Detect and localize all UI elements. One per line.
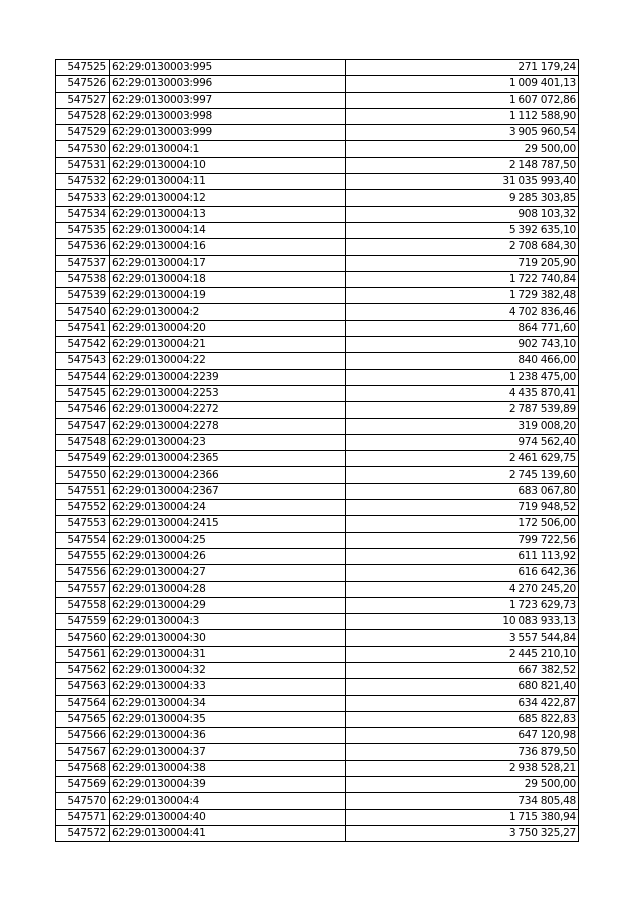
table-row [56, 662, 579, 678]
table-body [56, 60, 579, 842]
value-cell: 29 500,00 [346, 777, 579, 793]
table-row [56, 304, 579, 320]
table-row [56, 711, 579, 727]
value-cell: 4 435 870,41 [346, 385, 579, 401]
cadastral-number-cell: 62:29:0130004:29 [110, 597, 346, 613]
row-number-cell: 547566 [56, 728, 110, 744]
value-cell: 734 805,48 [346, 793, 579, 809]
cadastral-number-cell: 62:29:0130004:40 [110, 809, 346, 825]
table-row [56, 255, 579, 271]
row-number-cell: 547532 [56, 174, 110, 190]
table-row [56, 206, 579, 222]
value-cell: 2 708 684,30 [346, 239, 579, 255]
value-cell: 4 702 836,46 [346, 304, 579, 320]
table-row [56, 434, 579, 450]
cadastral-number-cell: 62:29:0130004:14 [110, 222, 346, 238]
cadastral-number-cell: 62:29:0130004:21 [110, 337, 346, 353]
table-row [56, 809, 579, 825]
cadastral-number-cell: 62:29:0130004:11 [110, 174, 346, 190]
row-number-cell: 547554 [56, 532, 110, 548]
table-row [56, 271, 579, 287]
cadastral-number-cell: 62:29:0130004:12 [110, 190, 346, 206]
value-cell: 680 821,40 [346, 679, 579, 695]
value-cell: 647 120,98 [346, 728, 579, 744]
cadastral-number-cell: 62:29:0130004:2272 [110, 402, 346, 418]
cadastral-number-cell: 62:29:0130003:997 [110, 92, 346, 108]
value-cell: 864 771,60 [346, 320, 579, 336]
value-cell: 2 148 787,50 [346, 157, 579, 173]
row-number-cell: 547553 [56, 516, 110, 532]
table-row [56, 174, 579, 190]
table-row [56, 483, 579, 499]
value-cell: 1 722 740,84 [346, 271, 579, 287]
cadastral-number-cell: 62:29:0130004:35 [110, 711, 346, 727]
table-row [56, 369, 579, 385]
cadastral-number-cell: 62:29:0130003:999 [110, 125, 346, 141]
cadastral-number-cell: 62:29:0130004:31 [110, 646, 346, 662]
cadastral-number-cell: 62:29:0130004:26 [110, 548, 346, 564]
table-row [56, 532, 579, 548]
cadastral-number-cell: 62:29:0130004:20 [110, 320, 346, 336]
table-row [56, 597, 579, 613]
cadastral-number-cell: 62:29:0130004:2253 [110, 385, 346, 401]
row-number-cell: 547541 [56, 320, 110, 336]
table-row [56, 288, 579, 304]
cadastral-number-cell: 62:29:0130004:41 [110, 825, 346, 841]
table-row [56, 744, 579, 760]
value-cell: 319 008,20 [346, 418, 579, 434]
row-number-cell: 547531 [56, 157, 110, 173]
row-number-cell: 547563 [56, 679, 110, 695]
value-cell: 1 729 382,48 [346, 288, 579, 304]
row-number-cell: 547527 [56, 92, 110, 108]
cadastral-number-cell: 62:29:0130004:36 [110, 728, 346, 744]
row-number-cell: 547526 [56, 76, 110, 92]
row-number-cell: 547567 [56, 744, 110, 760]
row-number-cell: 547557 [56, 581, 110, 597]
row-number-cell: 547564 [56, 695, 110, 711]
row-number-cell: 547551 [56, 483, 110, 499]
value-cell: 840 466,00 [346, 353, 579, 369]
value-cell: 9 285 303,85 [346, 190, 579, 206]
cadastral-number-cell: 62:29:0130004:13 [110, 206, 346, 222]
value-cell: 10 083 933,13 [346, 614, 579, 630]
cadastral-number-cell: 62:29:0130004:2 [110, 304, 346, 320]
row-number-cell: 547525 [56, 60, 110, 76]
value-cell: 683 067,80 [346, 483, 579, 499]
cadastral-number-cell: 62:29:0130004:39 [110, 777, 346, 793]
value-cell: 902 743,10 [346, 337, 579, 353]
row-number-cell: 547559 [56, 614, 110, 630]
cadastral-number-cell: 62:29:0130004:2239 [110, 369, 346, 385]
row-number-cell: 547572 [56, 825, 110, 841]
row-number-cell: 547550 [56, 467, 110, 483]
table-row [56, 337, 579, 353]
value-cell: 2 787 539,89 [346, 402, 579, 418]
row-number-cell: 547542 [56, 337, 110, 353]
row-number-cell: 547536 [56, 239, 110, 255]
table-row [56, 581, 579, 597]
cadastral-number-cell: 62:29:0130004:17 [110, 255, 346, 271]
row-number-cell: 547549 [56, 451, 110, 467]
cadastral-number-cell: 62:29:0130004:37 [110, 744, 346, 760]
row-number-cell: 547555 [56, 548, 110, 564]
table-row [56, 467, 579, 483]
value-cell: 1 112 588,90 [346, 108, 579, 124]
table-row [56, 108, 579, 124]
value-cell: 908 103,32 [346, 206, 579, 222]
table-row [56, 353, 579, 369]
cadastral-number-cell: 62:29:0130004:33 [110, 679, 346, 695]
table-row [56, 695, 579, 711]
table-row [56, 516, 579, 532]
row-number-cell: 547543 [56, 353, 110, 369]
cadastral-number-cell: 62:29:0130004:2366 [110, 467, 346, 483]
cadastral-number-cell: 62:29:0130004:30 [110, 630, 346, 646]
row-number-cell: 547568 [56, 760, 110, 776]
cadastral-number-cell: 62:29:0130003:996 [110, 76, 346, 92]
value-cell: 634 422,87 [346, 695, 579, 711]
row-number-cell: 547570 [56, 793, 110, 809]
value-cell: 3 557 544,84 [346, 630, 579, 646]
cadastral-number-cell: 62:29:0130004:18 [110, 271, 346, 287]
value-cell: 616 642,36 [346, 565, 579, 581]
value-cell: 685 822,83 [346, 711, 579, 727]
row-number-cell: 547548 [56, 434, 110, 450]
row-number-cell: 547552 [56, 500, 110, 516]
value-cell: 667 382,52 [346, 662, 579, 678]
table-row [56, 222, 579, 238]
table-row [56, 418, 579, 434]
cadastral-number-cell: 62:29:0130004:27 [110, 565, 346, 581]
table-row [56, 548, 579, 564]
cadastral-number-cell: 62:29:0130004:23 [110, 434, 346, 450]
value-cell: 5 392 635,10 [346, 222, 579, 238]
value-cell: 1 607 072,86 [346, 92, 579, 108]
table-row [56, 402, 579, 418]
table-row [56, 385, 579, 401]
table-row [56, 60, 579, 76]
row-number-cell: 547534 [56, 206, 110, 222]
row-number-cell: 547533 [56, 190, 110, 206]
table-row [56, 565, 579, 581]
value-cell: 2 938 528,21 [346, 760, 579, 776]
cadastral-number-cell: 62:29:0130004:22 [110, 353, 346, 369]
table-row [56, 793, 579, 809]
row-number-cell: 547529 [56, 125, 110, 141]
value-cell: 271 179,24 [346, 60, 579, 76]
table-row [56, 646, 579, 662]
table-row [56, 320, 579, 336]
cadastral-number-cell: 62:29:0130004:2415 [110, 516, 346, 532]
table-row [56, 777, 579, 793]
cadastral-number-cell: 62:29:0130004:28 [110, 581, 346, 597]
cadastral-number-cell: 62:29:0130004:3 [110, 614, 346, 630]
value-cell: 29 500,00 [346, 141, 579, 157]
table-row [56, 157, 579, 173]
table-row [56, 141, 579, 157]
table-row [56, 614, 579, 630]
cadastral-value-table [55, 59, 579, 842]
row-number-cell: 547558 [56, 597, 110, 613]
cadastral-number-cell: 62:29:0130004:2367 [110, 483, 346, 499]
row-number-cell: 547528 [56, 108, 110, 124]
value-cell: 2 445 210,10 [346, 646, 579, 662]
cadastral-number-cell: 62:29:0130004:2365 [110, 451, 346, 467]
value-cell: 3 905 960,54 [346, 125, 579, 141]
row-number-cell: 547571 [56, 809, 110, 825]
cadastral-number-cell: 62:29:0130003:998 [110, 108, 346, 124]
row-number-cell: 547538 [56, 271, 110, 287]
cadastral-number-cell: 62:29:0130004:24 [110, 500, 346, 516]
value-cell: 4 270 245,20 [346, 581, 579, 597]
value-cell: 719 205,90 [346, 255, 579, 271]
table-row [56, 451, 579, 467]
value-cell: 799 722,56 [346, 532, 579, 548]
cadastral-number-cell: 62:29:0130004:10 [110, 157, 346, 173]
row-number-cell: 547540 [56, 304, 110, 320]
table-row [56, 679, 579, 695]
value-cell: 974 562,40 [346, 434, 579, 450]
value-cell: 2 745 139,60 [346, 467, 579, 483]
cadastral-number-cell: 62:29:0130004:4 [110, 793, 346, 809]
value-cell: 2 461 629,75 [346, 451, 579, 467]
row-number-cell: 547545 [56, 385, 110, 401]
table-row [56, 630, 579, 646]
value-cell: 1 009 401,13 [346, 76, 579, 92]
row-number-cell: 547569 [56, 777, 110, 793]
row-number-cell: 547547 [56, 418, 110, 434]
value-cell: 172 506,00 [346, 516, 579, 532]
row-number-cell: 547544 [56, 369, 110, 385]
cadastral-number-cell: 62:29:0130004:32 [110, 662, 346, 678]
row-number-cell: 547561 [56, 646, 110, 662]
row-number-cell: 547537 [56, 255, 110, 271]
row-number-cell: 547556 [56, 565, 110, 581]
value-cell: 1 723 629,73 [346, 597, 579, 613]
cadastral-number-cell: 62:29:0130004:2278 [110, 418, 346, 434]
cadastral-number-cell: 62:29:0130003:995 [110, 60, 346, 76]
value-cell: 3 750 325,27 [346, 825, 579, 841]
table-row [56, 500, 579, 516]
table-row [56, 125, 579, 141]
table-row [56, 190, 579, 206]
table-row [56, 92, 579, 108]
cadastral-number-cell: 62:29:0130004:16 [110, 239, 346, 255]
row-number-cell: 547539 [56, 288, 110, 304]
row-number-cell: 547560 [56, 630, 110, 646]
value-cell: 736 879,50 [346, 744, 579, 760]
value-cell: 719 948,52 [346, 500, 579, 516]
value-cell: 1 238 475,00 [346, 369, 579, 385]
row-number-cell: 547530 [56, 141, 110, 157]
row-number-cell: 547546 [56, 402, 110, 418]
row-number-cell: 547535 [56, 222, 110, 238]
cadastral-number-cell: 62:29:0130004:38 [110, 760, 346, 776]
table-row [56, 760, 579, 776]
cadastral-number-cell: 62:29:0130004:34 [110, 695, 346, 711]
table-row [56, 239, 579, 255]
row-number-cell: 547565 [56, 711, 110, 727]
table-row [56, 825, 579, 841]
value-cell: 1 715 380,94 [346, 809, 579, 825]
cadastral-number-cell: 62:29:0130004:25 [110, 532, 346, 548]
value-cell: 31 035 993,40 [346, 174, 579, 190]
table-row [56, 76, 579, 92]
row-number-cell: 547562 [56, 662, 110, 678]
value-cell: 611 113,92 [346, 548, 579, 564]
table-row [56, 728, 579, 744]
cadastral-number-cell: 62:29:0130004:19 [110, 288, 346, 304]
cadastral-number-cell: 62:29:0130004:1 [110, 141, 346, 157]
